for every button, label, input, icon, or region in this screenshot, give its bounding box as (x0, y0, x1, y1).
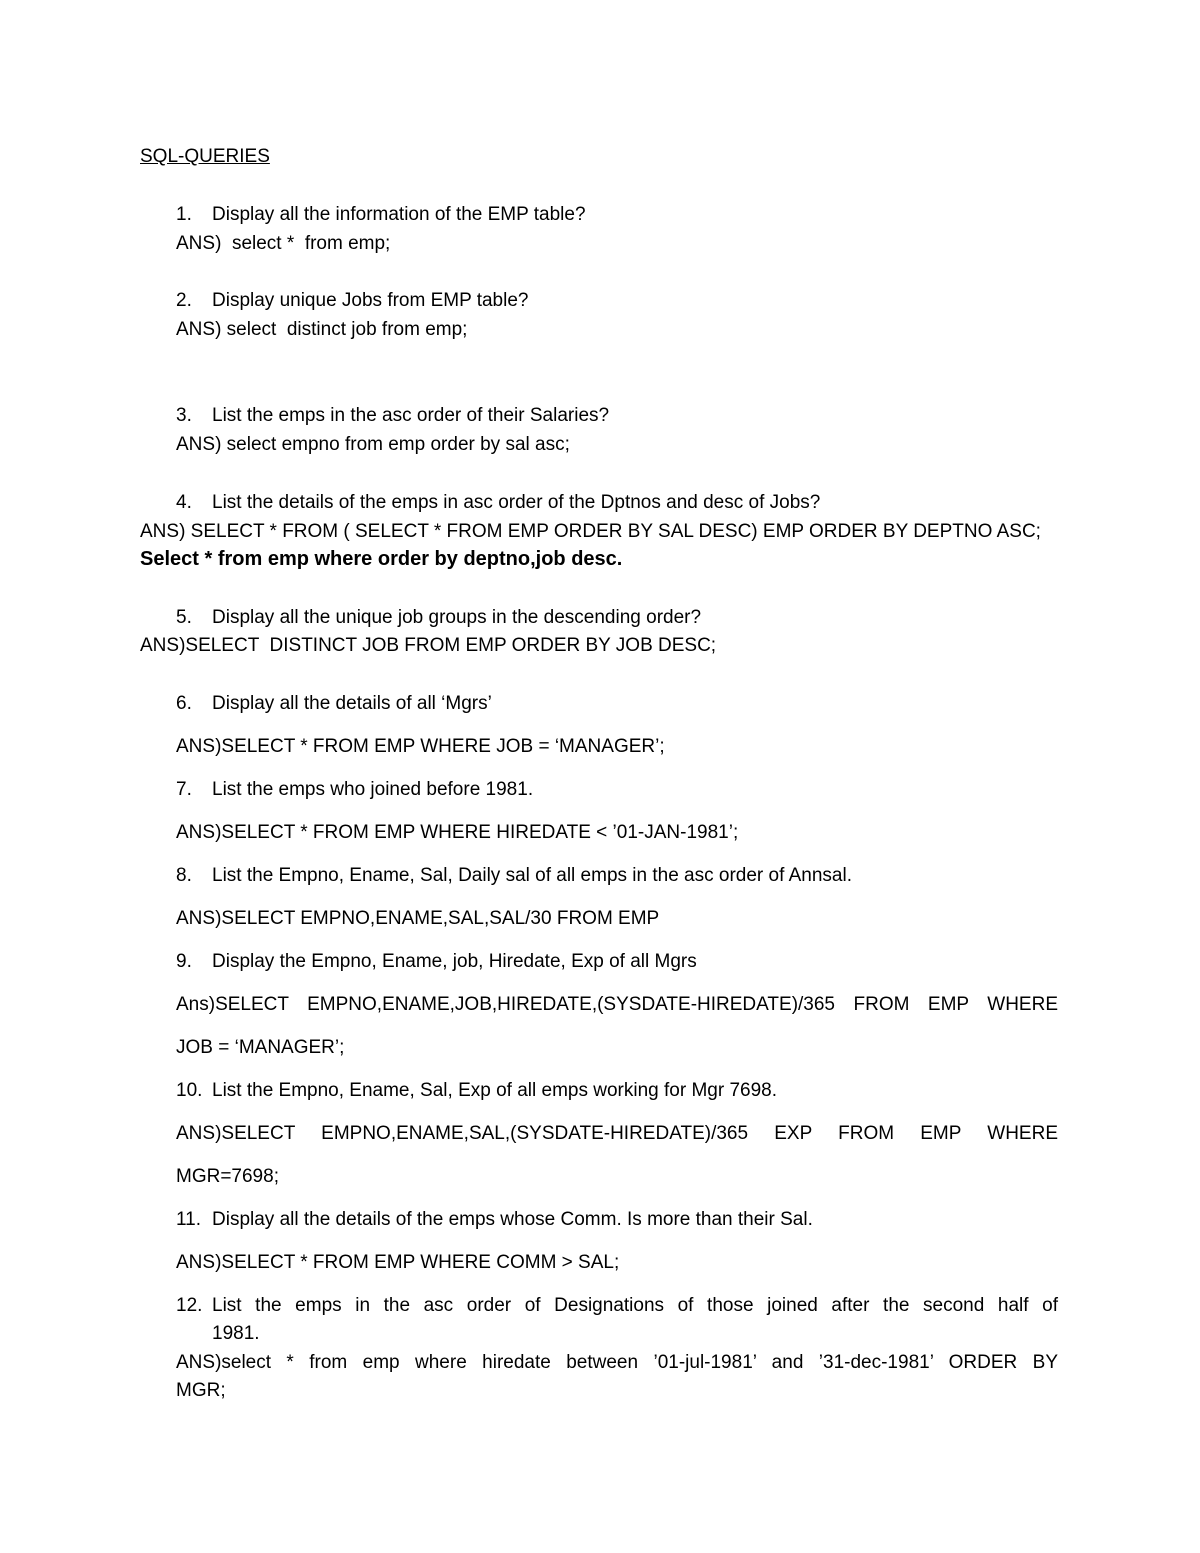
answer-8: ANS)SELECT EMPNO,ENAME,SAL,SAL/30 FROM EMP (176, 908, 660, 929)
question-text: Display all the information of the EMP table? (212, 204, 586, 225)
question-text: List the Empno, Ename, Sal, Exp of all emps working for Mgr 7698. (212, 1080, 777, 1101)
question-5 (176, 606, 701, 630)
question-3 (176, 404, 609, 428)
question-7 (176, 778, 533, 802)
question-text: List the emps who joined before 1981. (212, 779, 534, 800)
question-number: 6. (176, 693, 192, 714)
answer-2: ANS) select distinct job from emp; (176, 319, 468, 340)
question-12-line-2: 1981. (212, 1323, 260, 1344)
answer-7: ANS)SELECT * FROM EMP WHERE HIREDATE < ’01-JAN-1981’; (176, 822, 739, 843)
question-12 (176, 1294, 1058, 1318)
answer-4-extra: Select * from emp where order by deptno,job desc. (140, 548, 623, 570)
question-text: Display unique Jobs from EMP table? (212, 290, 529, 311)
answer-9-line-1: Ans)SELECT EMPNO,ENAME,JOB,HIREDATE,(SYSDATE-HIREDATE)/365 FROM EMP WHERE (176, 994, 1058, 1015)
answer-12-line-2: MGR; (176, 1380, 226, 1401)
question-2 (176, 289, 528, 313)
question-number: 4. (176, 492, 192, 513)
answer-11: ANS)SELECT * FROM EMP WHERE COMM > SAL; (176, 1252, 620, 1273)
answer-4: ANS) SELECT * FROM ( SELECT * FROM EMP ORDER BY SAL DESC) EMP ORDER BY DEPTNO ASC; (140, 521, 1041, 542)
answer-3: ANS) select empno from emp order by sal asc; (176, 434, 570, 455)
question-9 (176, 950, 697, 974)
question-text: List the emps in the asc order of their Salaries? (212, 405, 610, 426)
answer-12-line-1: ANS)select * from emp where hiredate between ’01-jul-1981’ and ’31-dec-1981’ ORDER BY (176, 1352, 1058, 1373)
answer-5: ANS)SELECT DISTINCT JOB FROM EMP ORDER BY JOB DESC; (140, 635, 717, 656)
question-number: 3. (176, 405, 192, 426)
question-1 (176, 203, 586, 227)
answer-1: ANS) select * from emp; (176, 233, 391, 254)
question-text: Display the Empno, Ename, job, Hiredate, Exp of all Mgrs (212, 951, 697, 972)
question-number: 11. (176, 1209, 202, 1230)
question-number: 1. (176, 204, 192, 225)
question-number: 9. (176, 951, 192, 972)
question-4 (176, 491, 820, 515)
question-text: Display all the details of the emps whose Comm. Is more than their Sal. (212, 1209, 813, 1230)
question-number: 7. (176, 779, 192, 800)
answer-10-line-1: ANS)SELECT EMPNO,ENAME,SAL,(SYSDATE-HIREDATE)/365 EXP FROM EMP WHERE (176, 1123, 1058, 1144)
question-number: 10. (176, 1080, 203, 1101)
question-10 (176, 1079, 777, 1103)
question-11 (176, 1208, 813, 1232)
question-text: List the Empno, Ename, Sal, Daily sal of all emps in the asc order of Annsal. (212, 865, 852, 886)
question-8 (176, 864, 852, 888)
question-text: Display all the unique job groups in the descending order? (212, 607, 702, 628)
question-number: 12. (176, 1295, 203, 1316)
question-number: 8. (176, 865, 192, 886)
answer-10-line-2: MGR=7698; (176, 1166, 279, 1187)
answer-6: ANS)SELECT * FROM EMP WHERE JOB = ‘MANAGER’; (176, 736, 665, 757)
question-number: 2. (176, 290, 192, 311)
question-number: 5. (176, 607, 192, 628)
question-6 (176, 692, 492, 716)
question-text: List the emps in the asc order of Designations of those joined after the second half of (212, 1295, 1058, 1316)
answer-9-line-2: JOB = ‘MANAGER’; (176, 1037, 345, 1058)
question-text: List the details of the emps in asc order of the Dptnos and desc of Jobs? (212, 492, 821, 513)
question-text: Display all the details of all ‘Mgrs’ (212, 693, 492, 714)
page-title: SQL-QUERIES (140, 146, 270, 167)
